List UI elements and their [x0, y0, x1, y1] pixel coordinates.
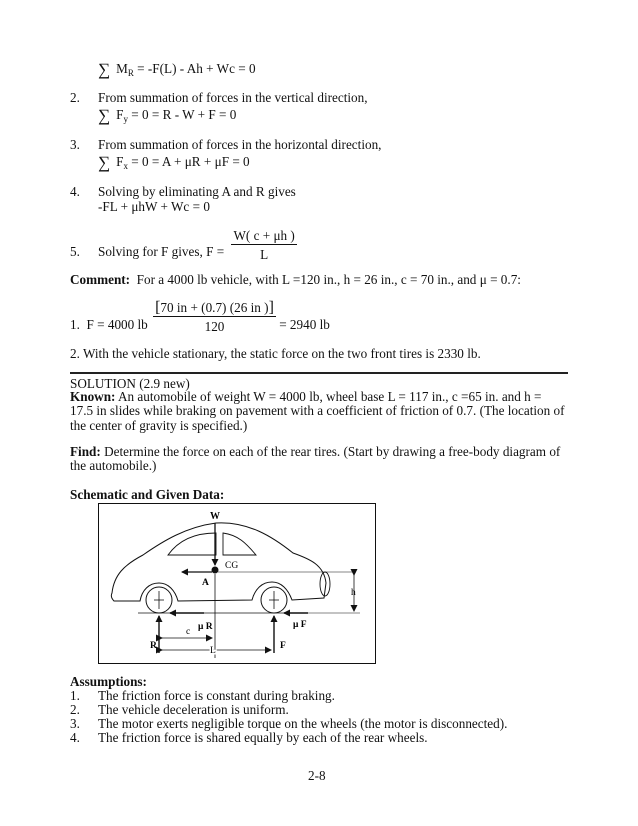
step-5-fraction: $\frac{W( c + \mu h )}{L}$: [233, 228, 295, 262]
figure-border: [99, 504, 376, 664]
rear-wheel: [146, 587, 172, 613]
assumption-4: 4. The friction force is shared equally by each of the rear wheels.: [70, 730, 428, 745]
schematic-heading: Schematic and Given Data:: [70, 487, 225, 502]
vertical-force-equation: ∑ $F_y = 0 = R - W + F = 0$: [98, 106, 237, 125]
step-5: 5. Solving for F gives, F = $\frac{W( c + \mu h )}{L}$: [70, 228, 295, 262]
comment-item-2: 2. With the vehicle stationary, the static force on the two front tires is 2330 lb.: [70, 346, 481, 361]
label-muF: μ F: [293, 620, 307, 630]
section-divider: [70, 372, 568, 374]
front-wheel: [261, 587, 287, 613]
step-4: 4. Solving by eliminating A and R gives: [70, 184, 296, 199]
label-W: W: [210, 511, 220, 522]
label-CG: CG: [225, 561, 239, 571]
comment-item-1: 1. F = 4000 lb $\frac{[70 in + (0.7) (26 in )]}{120}$ = 2940 lb: [70, 299, 330, 334]
solution-header: SOLUTION (2.9 new): [70, 376, 190, 391]
summation-symbol: ∑: [98, 153, 111, 172]
cg-point: [212, 567, 219, 574]
label-R: R: [150, 641, 157, 651]
assumption-1: 1. The friction force is constant during braking.: [70, 688, 335, 703]
car-windows: [168, 533, 256, 555]
step-2: 2. From summation of forces in the vertical direction,: [70, 90, 368, 105]
comment-fraction: $\frac{[70 in + (0.7) (26 in )]}{120}$: [155, 299, 274, 334]
horizontal-force-equation: ∑ $F_x = 0 = A + \mu R + \mu F = 0$: [98, 153, 250, 172]
label-F: F: [280, 641, 286, 651]
find-paragraph: Find: Determine the force on each of the rear tires. (Start by drawing a free-body diagram of the automobile.): [70, 444, 561, 474]
label-h: h: [351, 588, 356, 598]
assumption-2: 2. The vehicle deceleration is uniform.: [70, 702, 289, 717]
label-L: L: [210, 646, 216, 656]
label-muR: μ R: [198, 622, 213, 632]
car-body-outline: [111, 523, 326, 601]
summation-symbol: ∑: [98, 60, 111, 79]
label-A: A: [202, 578, 209, 588]
known-paragraph: Known: An automobile of weight W = 4000 lb, wheel base L = 117 in., c =65 in. and h = 17.5 in slides while braking on pavement with a coefficient of friction of 0.7. (The location of the center of gravity is specified.): [70, 389, 565, 433]
label-c: c: [186, 627, 191, 637]
comment: Comment: For a 4000 lb vehicle, with L =120 in., h = 26 in., c = 70 in., and μ = 0.7:: [70, 272, 521, 287]
free-body-diagram: [98, 503, 376, 664]
assumptions-heading: Assumptions:: [70, 674, 147, 689]
assumption-3: 3. The motor exerts negligible torque on the wheels (the motor is disconnected).: [70, 716, 508, 731]
step-3: 3. From summation of forces in the horizontal direction,: [70, 137, 382, 152]
step-4-equation: -FL + μhW + Wc = 0: [98, 199, 210, 214]
moment-equation: ∑ $M_R = -F(L) - Ah + Wc = 0$: [98, 60, 256, 79]
summation-symbol: ∑: [98, 106, 111, 125]
page-number: 2-8: [308, 768, 326, 783]
